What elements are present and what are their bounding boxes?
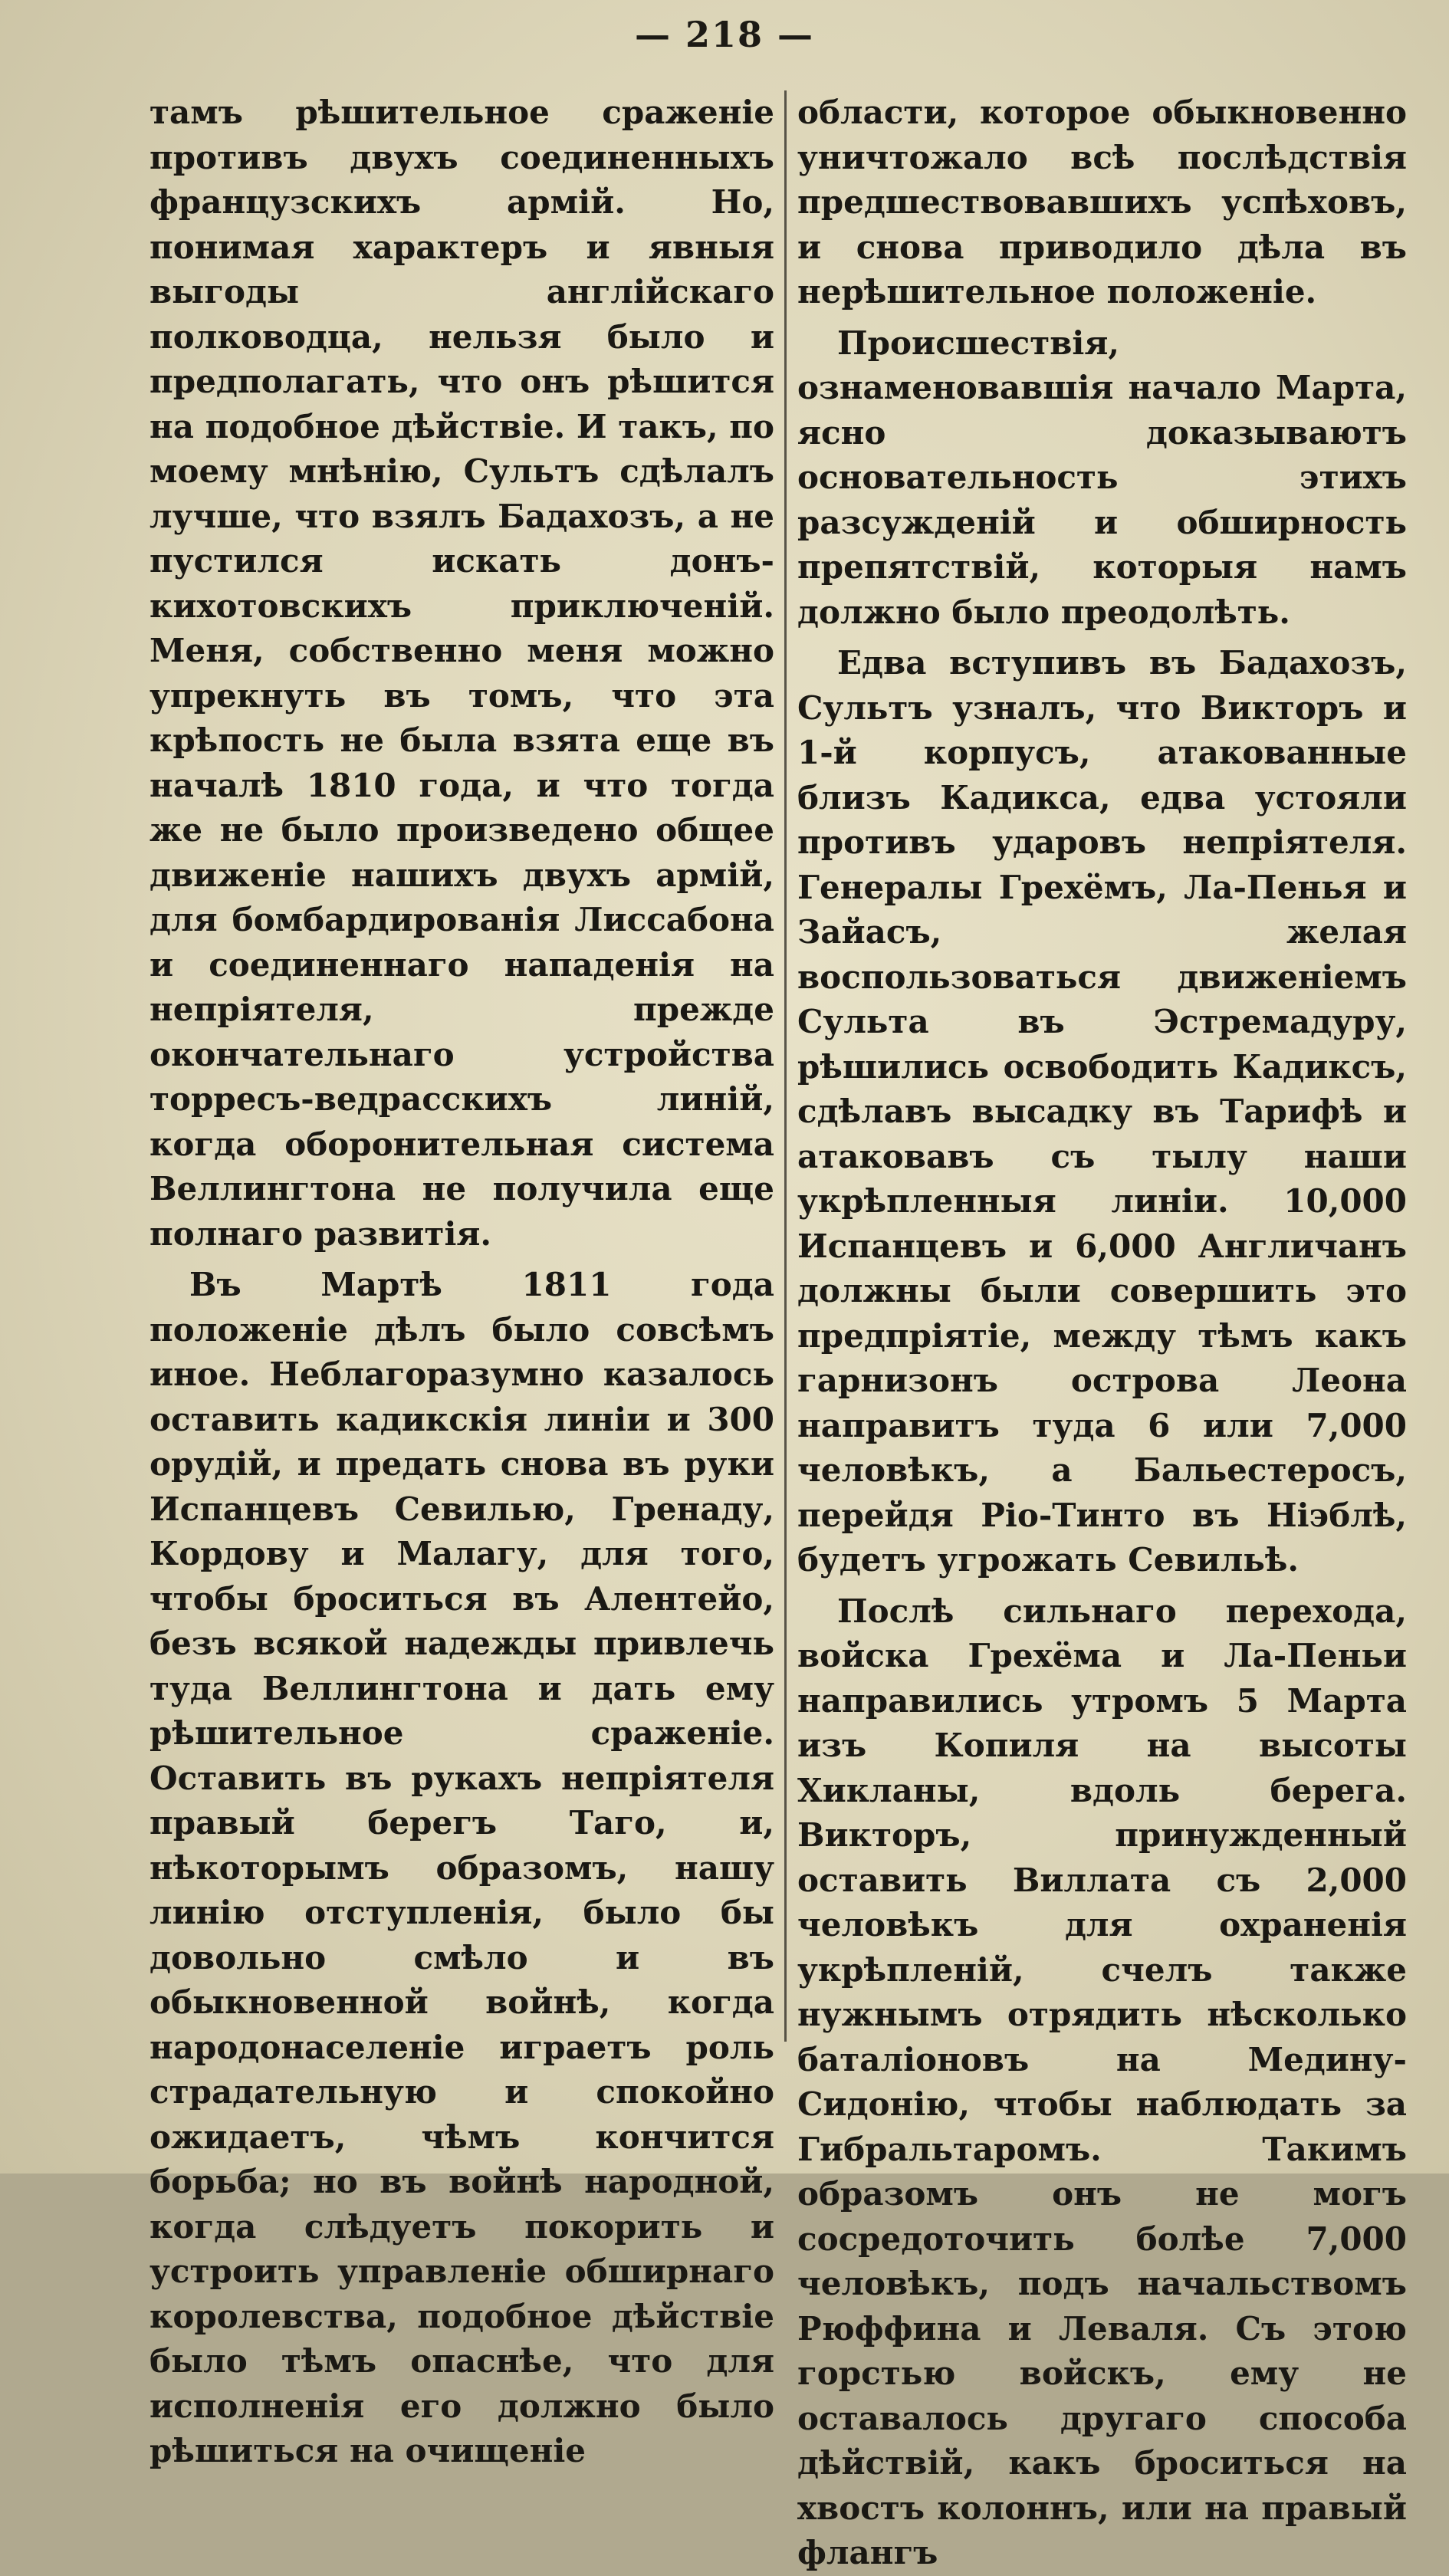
paragraph: Послѣ сильнаго перехода, войска Грехёма и Ла-Пеньи направились утромъ 5 Марта изъ Копиля на высоты Хикланы, вдоль берега. Викторъ, принужденный оставить Виллата съ 2,000 человѣкъ для охраненія укрѣпленій, счелъ также нужнымъ отрядить нѣсколько баталіоновъ на Медину-Сидонію, чтобы наблюдать за Гибральтаромъ. Такимъ образомъ онъ не могъ сосредоточить болѣе 7,000 человѣкъ, подъ начальствомъ Рюффина и Леваля. Съ этою горстью войскъ, ему не оставалось другаго способа дѣйствій, какъ броситься на хвостъ колоннъ, или на правый флангъ bbox=[797, 1592, 1407, 2571]
left-column bbox=[150, 90, 774, 2474]
right-column bbox=[797, 90, 1407, 2576]
paragraph: Происшествія, ознаменовавшія начало Марта, ясно доказываютъ основательность этихъ разсужденій и обширность препятствій, которыя намъ должно было преодолѣть. bbox=[797, 324, 1407, 631]
page-number: — 218 — bbox=[634, 14, 815, 55]
paragraph: области, которое обыкновенно уничтожало всѣ послѣдствія предшествовавшихъ успѣховъ, и снова приводило дѣла въ нерѣшительное положеніе. bbox=[797, 94, 1407, 310]
paragraph: Едва вступивъ въ Бадахозъ, Сультъ узналъ, что Викторъ и 1-й корпусъ, атакованные близъ Кадикса, едва устояли противъ ударовъ непріятеля. Генералы Грехёмъ, Ла-Пенья и Зайасъ, желая воспользоваться движеніемъ Сульта въ Эстремадуру, рѣшились освободить Кадиксъ, сдѣлавъ высадку въ Тарифѣ и атаковавъ съ тылу наши укрѣпленныя линіи. 10,000 Испанцевъ и 6,000 Англичанъ должны были совершить это предпріятіе, между тѣмъ какъ гарнизонъ острова Леона направитъ туда 6 или 7,000 человѣкъ, а Бальестеросъ, перейдя Ріо-Тинто въ Ніэблѣ, будетъ угрожать Севильѣ. bbox=[797, 644, 1407, 1579]
paragraph: Въ Мартѣ 1811 года положеніе дѣлъ было совсѣмъ иное. Неблагоразумно казалось оставить кадикскія линіи и 300 орудій, и предать снова въ руки Испанцевъ Севилью, Гренаду, Кордову и Малагу, для того, чтобы броситься въ Алентейо, безъ всякой надежды привлечь туда Веллингтона и дать ему рѣшительное сраженіе. Оставить въ рукахъ непріятеля правый берегъ Таго, и, нѣкоторымъ образомъ, нашу линію отступленія, было бы довольно смѣло и въ обыкновенной войнѣ, когда народонаселеніе играетъ роль страдательную и спокойно ожидаетъ, чѣмъ кончится борьба; но въ войнѣ народной, когда слѣдуетъ покорить и устроить управленіе обширнаго королевства, подобное дѣйствіе было тѣмъ опаснѣе, что для исполненія его должно было рѣшиться на очищеніе bbox=[150, 1266, 774, 2469]
paragraph: тамъ рѣшительное сраженіе противъ двухъ соединенныхъ французскихъ армій. Но, понимая характеръ и явныя выгоды англійскаго полководца, нельзя было и предполагать, что онъ рѣшится на подобное дѣйствіе. И такъ, по моему мнѣнію, Сультъ сдѣлалъ лучше, что взялъ Бадахозъ, а не пустился искать донъ-кихотовскихъ приключеній. Меня, собственно меня можно упрекнуть въ томъ, что эта крѣпость не была взята еще въ началѣ 1810 года, и что тогда же не было произведено общее движеніе нашихъ двухъ армій, для бомбардированія Лиссабона и соединеннаго нападенія на непріятеля, прежде окончательнаго устройства торресъ-ведрасскихъ линій, когда оборонительная система Веллингтона не получила еще полнаго развитія. bbox=[150, 94, 774, 1253]
column-divider bbox=[784, 90, 787, 2042]
